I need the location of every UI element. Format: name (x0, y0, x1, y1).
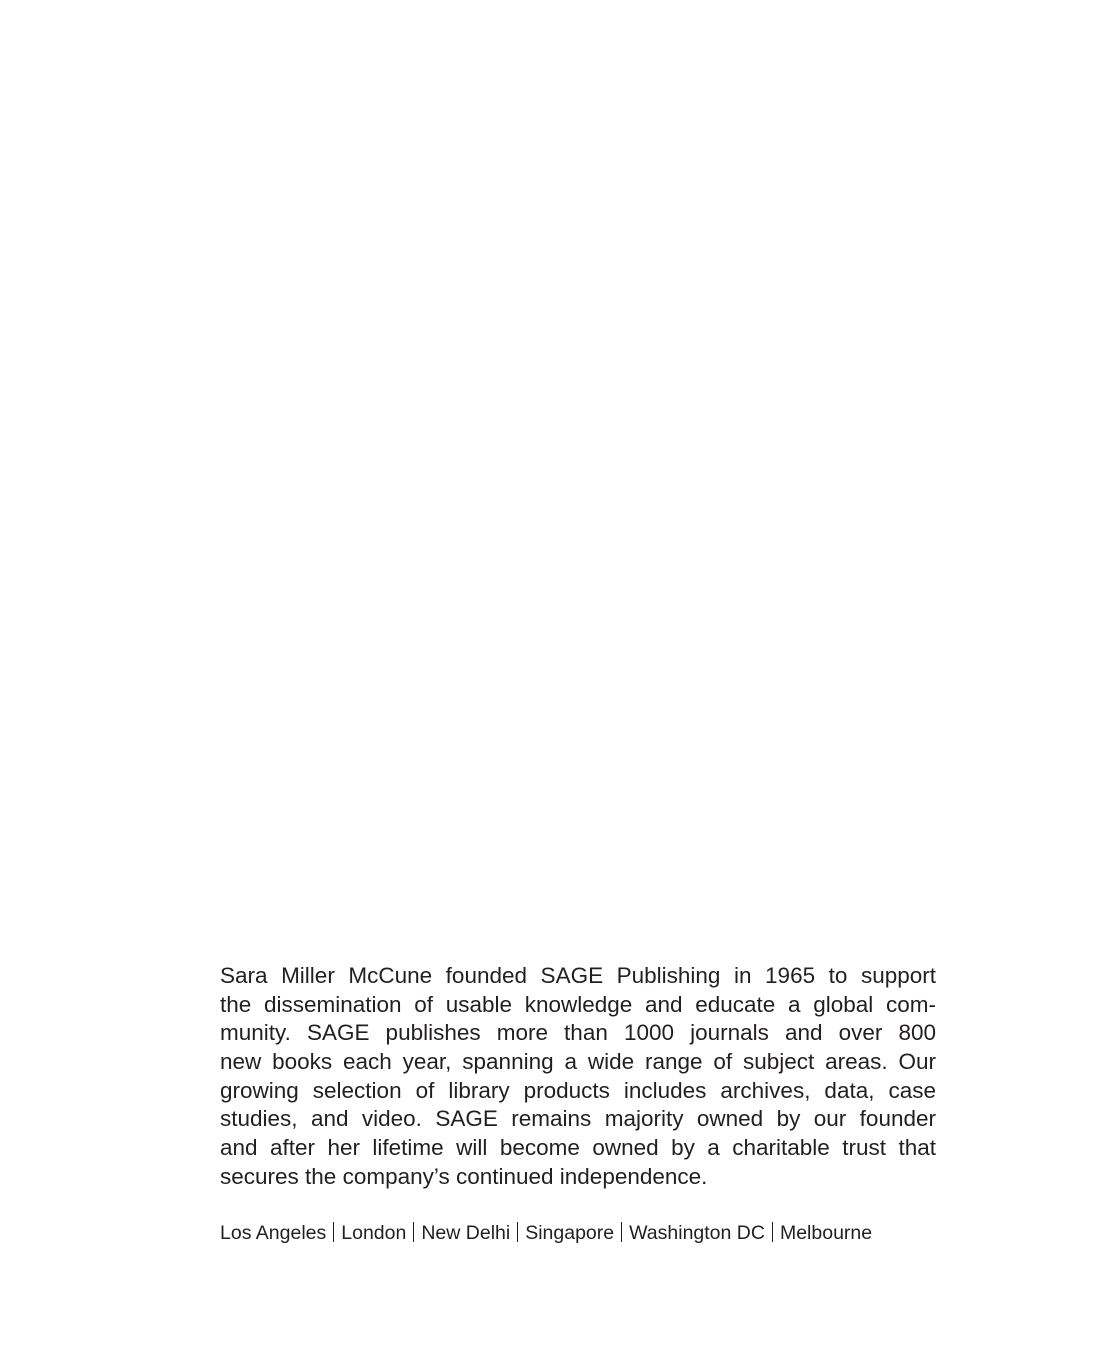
publisher-description (220, 962, 936, 1192)
description-line: studies, and video. SAGE remains majority owned by our founder (220, 1106, 936, 1132)
location-divider (772, 1222, 773, 1242)
location-item: London (341, 1222, 407, 1244)
location-divider (517, 1222, 518, 1242)
location-item: Melbourne (779, 1222, 873, 1244)
location-divider (413, 1222, 414, 1242)
description-line: and after her lifetime will become owned by a charitable trust that (220, 1135, 936, 1161)
location-item: Washington DC (629, 1222, 765, 1244)
description-line: munity. SAGE publishes more than 1000 journals and over 800 (220, 1020, 936, 1046)
description-line: secures the company’s continued independence. (220, 1163, 708, 1189)
location-item: New Delhi (421, 1222, 511, 1244)
description-line: the dissemination of usable knowledge and educate a global com- (220, 991, 936, 1017)
office-locations (220, 1220, 872, 1246)
description-line: growing selection of library products includes archives, data, case (220, 1077, 936, 1103)
location-divider (333, 1222, 334, 1242)
location-item: Singapore (525, 1222, 615, 1244)
location-divider (621, 1222, 622, 1242)
description-line: Sara Miller McCune founded SAGE Publishing in 1965 to support (220, 963, 936, 988)
location-item: Los Angeles (220, 1222, 327, 1244)
description-line: new books each year, spanning a wide range of subject areas. Our (220, 1049, 936, 1075)
